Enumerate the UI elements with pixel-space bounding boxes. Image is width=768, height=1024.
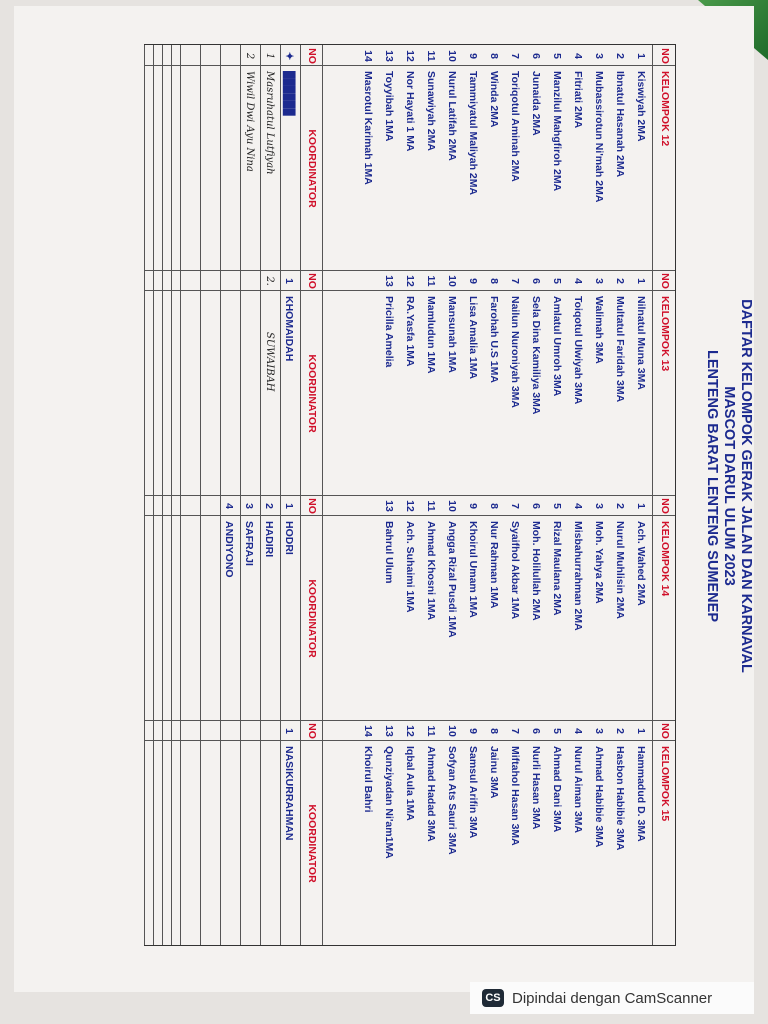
group-header: KELOMPOK 15 [659, 746, 671, 822]
title-line-1: DAFTAR KELOMPOK GERAK JALAN DAN KARNAVAL [738, 299, 754, 673]
member-name: Junaida 2MA [530, 71, 542, 136]
member-number: 5 [551, 53, 563, 59]
member-name: Mamludun 1MA [425, 296, 437, 374]
coordinator-name: Masruhatul Lutfiyah [264, 71, 275, 175]
member-number: 14 [362, 50, 374, 62]
member-number: 11 [425, 725, 437, 737]
coordinator-name: SUWAIBAH [264, 332, 275, 392]
member-number: 5 [551, 728, 563, 734]
member-number: 6 [530, 728, 542, 734]
coordinator-name: SAFRAJI [243, 521, 255, 566]
member-name: Ahmad Habibie 3MA [593, 746, 605, 848]
blank-row-divider [144, 45, 145, 945]
blank-row-divider [153, 45, 154, 945]
member-name: Walimah 3MA [593, 296, 605, 364]
member-number: 10 [446, 725, 458, 737]
member-number: 12 [404, 275, 416, 287]
coordinator-row-divider [280, 45, 281, 945]
member-name: Fitriati 2MA [572, 71, 584, 129]
member-number: 2 [614, 503, 626, 509]
member-name: Ach. Suhaimi 1MA [404, 521, 416, 613]
member-name: Farohah U.S 1MA [488, 296, 500, 383]
member-number: 6 [530, 278, 542, 284]
member-name: Nur Rahman 1MA [488, 521, 500, 609]
member-number: 7 [509, 503, 521, 509]
member-number: 9 [467, 278, 479, 284]
member-name: Ibnatul Hasanah 2MA [614, 71, 626, 178]
member-number: 12 [404, 50, 416, 62]
member-number: 6 [530, 503, 542, 509]
group-no-header: NO [659, 498, 671, 514]
scanned-document [14, 6, 754, 992]
coordinator-header: KOORDINATOR [306, 804, 318, 883]
member-number: 11 [425, 50, 437, 62]
member-number: 5 [551, 503, 563, 509]
group-header: KELOMPOK 13 [659, 296, 671, 372]
member-name: Sela Dina Kamiliya 3MA [530, 296, 542, 415]
member-name: Angga Rizal Pusdi 1MA [446, 521, 458, 638]
member-number: 7 [509, 728, 521, 734]
member-name: Bahrul Ulum [383, 521, 395, 584]
camscanner-logo-icon: CS [482, 989, 504, 1007]
member-number: 10 [446, 50, 458, 62]
member-name: Nilnatul Muna 3MA [635, 296, 647, 390]
member-name: Toiqotul Ulwiyah 3MA [572, 296, 584, 405]
member-name: Nailun Nuroniyah 3MA [509, 296, 521, 409]
member-name: Nurli Hasan 3MA [530, 746, 542, 830]
member-name: Nurul Muhlisin 2MA [614, 521, 626, 619]
coordinator-name: NASIKURRAHMAN [283, 746, 295, 841]
member-number: 3 [593, 278, 605, 284]
member-name: Lisa Amalia 1MA [467, 296, 479, 380]
coordinator-header: KOORDINATOR [306, 354, 318, 433]
member-number: 3 [593, 53, 605, 59]
member-name: Miftahol Hasan 3MA [509, 746, 521, 846]
coordinator-number: 4 [223, 503, 235, 509]
member-name: Masrotul Karimah 1MA [362, 71, 374, 185]
coordinator-name: ██████ [283, 71, 295, 116]
member-name: Hasbon Habibie 3MA [614, 746, 626, 851]
member-number: 7 [509, 53, 521, 59]
member-name: Rizal Maulana 2MA [551, 521, 563, 616]
member-name: Moh. Yahya 2MA [593, 521, 605, 604]
member-number: 8 [488, 53, 500, 59]
member-name: Nurul Latifah 2MA [446, 71, 458, 161]
member-number: 4 [572, 53, 584, 59]
member-number: 1 [635, 503, 647, 509]
number-column-divider [145, 740, 675, 741]
coordinator-row-divider [260, 45, 261, 945]
member-name: Ach. Wahed 2MA [635, 521, 647, 606]
blank-row-divider [162, 45, 163, 945]
member-name: Sunawiyah 2MA [425, 71, 437, 151]
number-column-divider [145, 290, 675, 291]
coordinator-top-divider [322, 45, 323, 945]
member-name: RA.Yasfa 1MA [404, 296, 416, 367]
member-name: Ahmad Hadad 3MA [425, 746, 437, 842]
member-number: 4 [572, 728, 584, 734]
member-name: Nor Hayati 1 MA [404, 71, 416, 152]
coordinator-header: KOORDINATOR [306, 129, 318, 208]
column-divider [145, 720, 675, 721]
coordinator-name: KHOMAIDAH [283, 296, 295, 362]
member-number: 3 [593, 728, 605, 734]
member-number: 13 [383, 50, 395, 62]
member-number: 2 [614, 53, 626, 59]
number-column-divider [145, 515, 675, 516]
member-name: Amlatul Umroh 3MA [551, 296, 563, 397]
member-name: Manzilul Mahgfiroh 2MA [551, 71, 563, 192]
coordinator-no-header: NO [306, 48, 318, 64]
member-name: Qunziyadan Ni'am1MA [383, 746, 395, 859]
member-number: 12 [404, 500, 416, 512]
group-table [144, 44, 676, 946]
member-number: 4 [572, 278, 584, 284]
member-number: 12 [404, 725, 416, 737]
coordinator-number: ✦ [283, 51, 295, 61]
member-name: Misbahurrahman 2MA [572, 521, 584, 631]
member-number: 3 [593, 503, 605, 509]
member-number: 8 [488, 278, 500, 284]
coordinator-row-divider [240, 45, 241, 945]
member-number: 9 [467, 53, 479, 59]
coordinator-number: 3 [243, 503, 255, 509]
member-name: Kiswiyah 2MA [635, 71, 647, 142]
rotated-page [124, 6, 754, 966]
member-number: 13 [383, 500, 395, 512]
member-number: 5 [551, 278, 563, 284]
coordinator-row-divider [200, 45, 201, 945]
member-name: Mubassirotun Ni'mah 2MA [593, 71, 605, 203]
coordinator-no-header: NO [306, 498, 318, 514]
member-name: Toriqotul Aminah 2MA [509, 71, 521, 182]
member-number: 10 [446, 500, 458, 512]
number-column-divider [145, 65, 675, 66]
member-name: Multatul Faridah 3MA [614, 296, 626, 403]
member-name: Hammadud D. 3MA [635, 746, 647, 842]
camscanner-watermark [470, 982, 754, 1014]
member-number: 14 [362, 725, 374, 737]
member-name: Syaifhol Akbar 1MA [509, 521, 521, 620]
member-name: Tammiyatul Maliyah 2MA [467, 71, 479, 196]
member-number: 4 [572, 503, 584, 509]
group-header: KELOMPOK 12 [659, 71, 671, 147]
title-line-2: MASCOT DARUL ULUM 2023 [721, 386, 737, 586]
member-name: Khoirul Umam 1MA [467, 521, 479, 618]
title-line-3: LENTENG BARAT LENTENG SUMENEP [704, 349, 720, 623]
coordinator-row-divider [180, 45, 181, 945]
member-number: 8 [488, 503, 500, 509]
coordinator-number: 2. [264, 276, 275, 286]
member-name: Toyyibah 1MA [383, 71, 395, 142]
group-no-header: NO [659, 273, 671, 289]
coordinator-no-header: NO [306, 723, 318, 739]
member-name: Nurul Aiman 3MA [572, 746, 584, 834]
coordinator-number: 2 [244, 52, 255, 60]
coordinator-name: Wiwil Dwi Ayu Nina [244, 71, 255, 172]
member-number: 1 [635, 278, 647, 284]
member-number: 11 [425, 275, 437, 287]
watermark-text: Dipindai dengan CamScanner [512, 989, 713, 1007]
member-number: 11 [425, 500, 437, 512]
column-divider [145, 495, 675, 496]
member-name: Moh. Holilullah 2MA [530, 521, 542, 621]
member-name: Khoirul Bahri [362, 746, 374, 813]
header-divider [652, 45, 653, 945]
member-number: 6 [530, 53, 542, 59]
coordinator-name: HADIRI [263, 521, 275, 558]
coordinator-number: 1 [283, 503, 295, 509]
coordinator-header: KOORDINATOR [306, 579, 318, 658]
member-number: 10 [446, 275, 458, 287]
member-number: 1 [635, 53, 647, 59]
coordinator-header-divider [300, 45, 301, 945]
document-header [703, 6, 754, 966]
member-name: Ahmad Khosni 1MA [425, 521, 437, 621]
member-name: Jainu 3MA [488, 746, 500, 799]
member-number: 9 [467, 728, 479, 734]
member-number: 8 [488, 728, 500, 734]
member-name: Sofyan Ats Sauri 3MA [446, 746, 458, 855]
group-no-header: NO [659, 48, 671, 64]
coordinator-number: 1 [283, 728, 295, 734]
coordinator-number: 1 [264, 52, 275, 60]
member-number: 13 [383, 725, 395, 737]
coordinator-name: HODRI [283, 521, 295, 555]
coordinator-row-divider [220, 45, 221, 945]
group-header: KELOMPOK 14 [659, 521, 671, 597]
column-divider [145, 270, 675, 271]
member-name: Pricilla Amelia [383, 296, 395, 368]
member-name: Winda 2MA [488, 71, 500, 128]
coordinator-no-header: NO [306, 273, 318, 289]
member-number: 13 [383, 275, 395, 287]
member-number: 2 [614, 728, 626, 734]
coordinator-number: 2 [263, 503, 275, 509]
member-name: Ahmad Dani 3MA [551, 746, 563, 833]
member-number: 7 [509, 278, 521, 284]
member-number: 9 [467, 503, 479, 509]
coordinator-name: ANDIYONO [223, 521, 235, 578]
member-name: Samsul Arifin 3MA [467, 746, 479, 839]
blank-row-divider [171, 45, 172, 945]
group-no-header: NO [659, 723, 671, 739]
member-number: 2 [614, 278, 626, 284]
member-name: Mansunah 1MA [446, 296, 458, 374]
member-number: 1 [635, 728, 647, 734]
member-name: Iqbal Aula 1MA [404, 746, 416, 821]
coordinator-number: 1 [283, 278, 295, 284]
